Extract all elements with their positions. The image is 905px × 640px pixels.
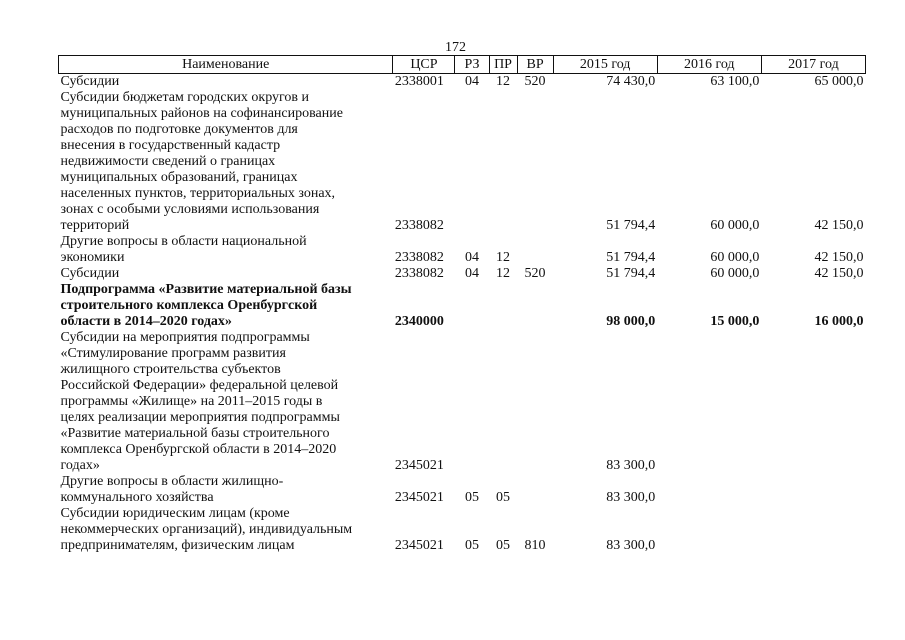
table-header-row [59, 56, 866, 74]
header-vr: ВР [517, 56, 553, 74]
row-pr [489, 330, 517, 474]
row-2015: 51 794,4 [606, 266, 656, 281]
row-2016: 15 000,0 [710, 314, 760, 329]
row-vr: 520 [524, 74, 546, 89]
row-2017: 42 150,0 [814, 266, 864, 281]
row-rz: 04 [464, 266, 479, 281]
table-row [59, 474, 866, 506]
row-csr: 2345021 [394, 538, 444, 553]
table-row [59, 266, 866, 282]
row-pr: 12 [496, 74, 511, 89]
row-rz [455, 282, 489, 330]
row-vr [517, 474, 553, 506]
row-vr [517, 282, 553, 330]
header-2016: 2016 год [657, 56, 761, 74]
row-2015: 83 300,0 [606, 490, 656, 505]
row-2016: 63 100,0 [710, 74, 760, 89]
row-2016 [657, 474, 761, 506]
row-name: Другие вопросы в области национальной экономики [60, 234, 307, 265]
row-2015: 51 794,4 [606, 218, 656, 233]
table-row [59, 282, 866, 330]
row-pr: 12 [496, 250, 511, 265]
header-rz: РЗ [455, 56, 489, 74]
row-csr: 2338082 [394, 266, 444, 281]
header-csr: ЦСР [393, 56, 455, 74]
table-row [59, 90, 866, 234]
header-name: Наименование [59, 56, 393, 74]
row-2017 [761, 506, 865, 554]
header-2017: 2017 год [761, 56, 865, 74]
row-rz [455, 90, 489, 234]
row-rz: 04 [464, 74, 479, 89]
row-2015: 83 300,0 [606, 538, 656, 553]
header-pr: ПР [489, 56, 517, 74]
row-name: Субсидии юридическим лицам (кроме некоммерческих организаций), индивидуальным предпринимателям, физическим лицам [60, 506, 353, 553]
row-2017: 42 150,0 [814, 250, 864, 265]
row-2016: 60 000,0 [710, 266, 760, 281]
page-number: 172 [445, 40, 466, 55]
row-pr: 12 [496, 266, 511, 281]
row-rz: 05 [464, 490, 479, 505]
row-name: Субсидии [60, 74, 120, 89]
row-rz: 05 [464, 538, 479, 553]
row-2017: 65 000,0 [814, 74, 864, 89]
row-name: Другие вопросы в области жилищно- коммунального хозяйства [60, 474, 284, 505]
budget-table [58, 55, 866, 554]
row-csr: 2345021 [394, 458, 444, 473]
row-2015: 98 000,0 [606, 314, 656, 329]
row-2017: 42 150,0 [814, 218, 864, 233]
row-vr [517, 234, 553, 266]
row-2015: 74 430,0 [606, 74, 656, 89]
row-pr [489, 282, 517, 330]
row-vr [517, 90, 553, 234]
row-csr: 2338001 [394, 74, 444, 89]
row-2017 [761, 474, 865, 506]
row-name: Субсидии [60, 266, 120, 281]
row-pr: 05 [496, 538, 511, 553]
row-csr: 2338082 [394, 218, 444, 233]
row-pr [489, 90, 517, 234]
row-csr: 2338082 [394, 250, 444, 265]
table-row [59, 330, 866, 474]
row-2015: 83 300,0 [606, 458, 656, 473]
row-2015: 51 794,4 [606, 250, 656, 265]
table-row [59, 74, 866, 91]
row-pr: 05 [496, 490, 511, 505]
row-csr: 2340000 [394, 314, 444, 329]
row-vr [517, 330, 553, 474]
row-name: Подпрограмма «Развитие материальной базы строительного комплекса Оренбургской области в 2014–2020 годах» [60, 282, 352, 329]
row-vr: 520 [524, 266, 546, 281]
row-2016 [657, 330, 761, 474]
row-2016: 60 000,0 [710, 218, 760, 233]
row-name: Субсидии на мероприятия подпрограммы «Стимулирование программ развития жилищного строительства субъектов Российской Федерации» федеральной целевой программы «Жилище» на 2011–2015 годы в целях реализации мероприятия подпрограммы «Развитие материальной базы строительного комплекса Оренбургской области в 2014–2020 годах» [60, 330, 340, 473]
row-2016: 60 000,0 [710, 250, 760, 265]
row-rz [455, 330, 489, 474]
row-csr: 2345021 [394, 490, 444, 505]
table-row [59, 234, 866, 266]
row-2017 [761, 330, 865, 474]
table-row [59, 506, 866, 554]
row-2017: 16 000,0 [814, 314, 864, 329]
row-name: Субсидии бюджетам городских округов и муниципальных районов на софинансирование расходов по подготовке документов для внесения в государственный кадастр недвижимости сведений о границах муниципальных образований, границах населенных пунктов, территориальных зонах, зонах с особыми условиями использования территорий [60, 90, 343, 233]
row-vr: 810 [524, 538, 546, 553]
row-2016 [657, 506, 761, 554]
header-2015: 2015 год [553, 56, 657, 74]
row-rz: 04 [464, 250, 479, 265]
